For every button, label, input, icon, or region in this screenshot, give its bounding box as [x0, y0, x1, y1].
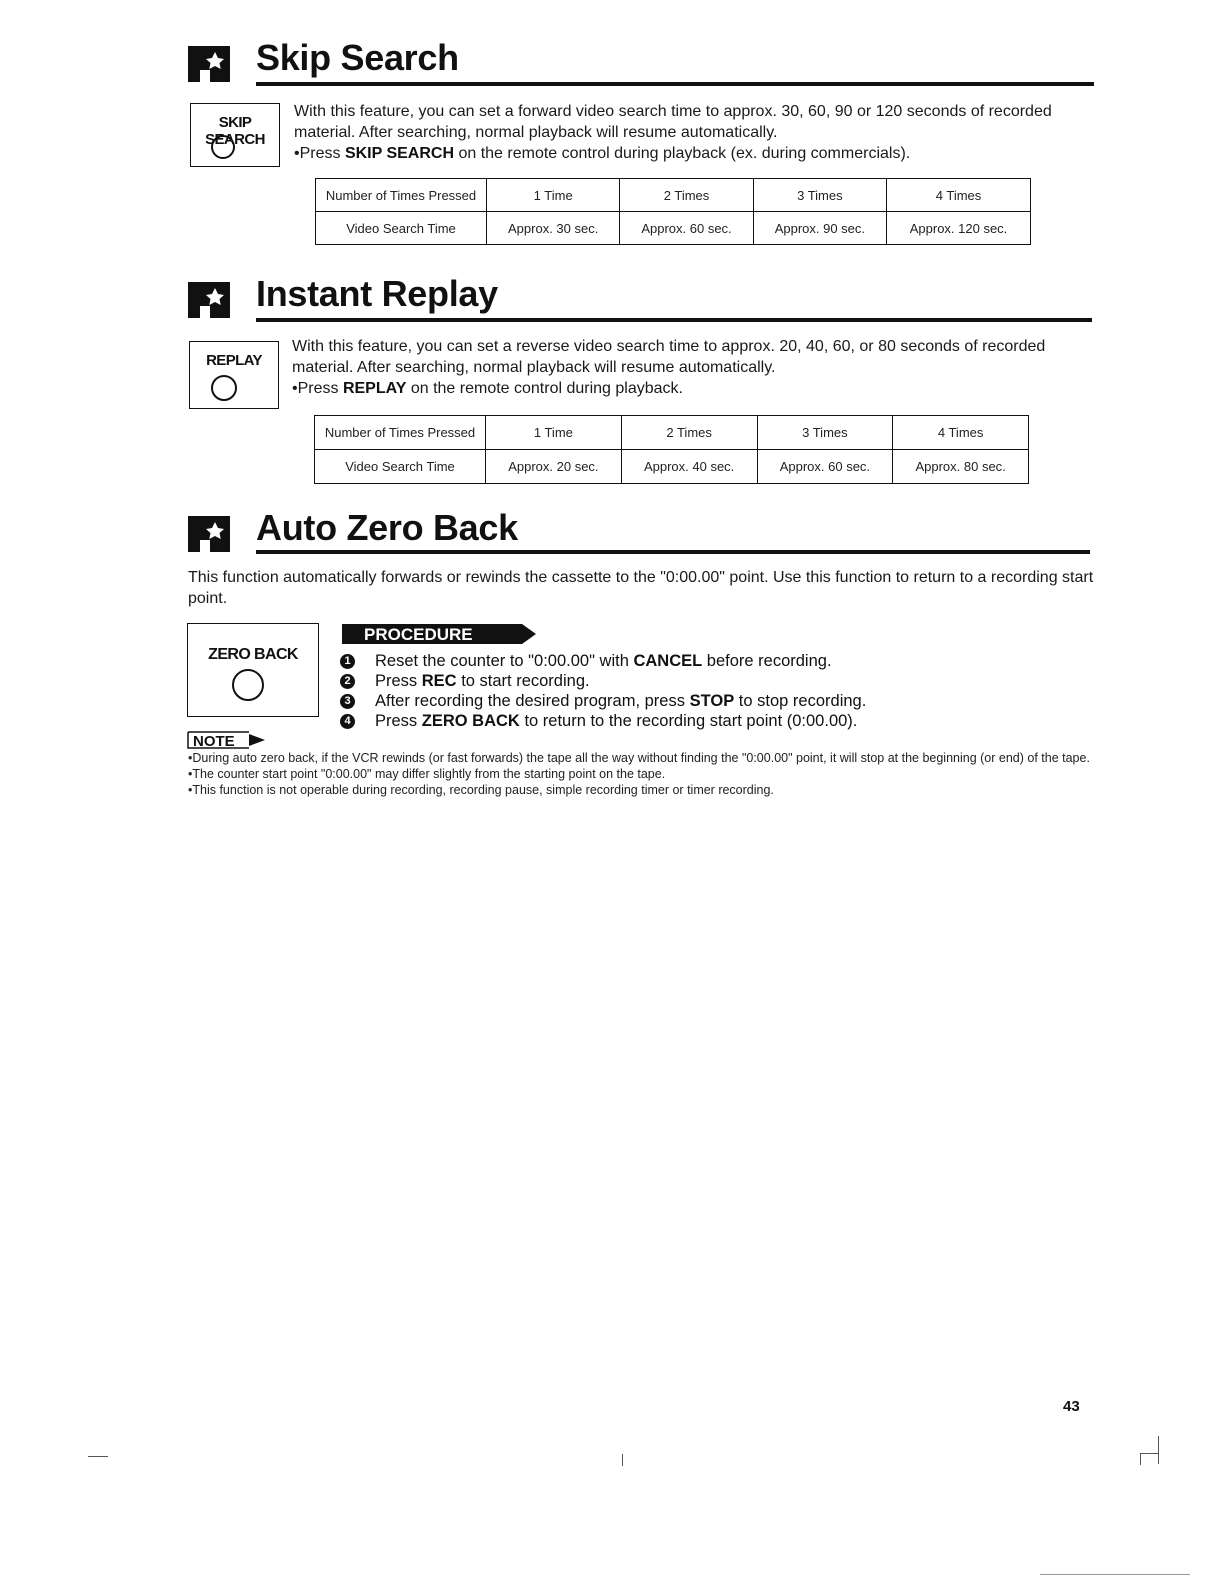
table-cell: 4 Times — [887, 179, 1031, 212]
intro-text: This function automatically forwards or rewinds the cassette to the "0:00.00" point. Use this function to return to a recording start point. — [188, 569, 1094, 607]
table-cell: 4 Times — [893, 416, 1029, 450]
button-circle-icon — [211, 135, 235, 159]
table-row — [316, 179, 1031, 212]
table-cell: Approx. 30 sec. — [487, 212, 620, 245]
note-banner — [187, 729, 277, 751]
step-number-icon: 3 — [340, 694, 355, 709]
step-number-icon: 4 — [340, 714, 355, 729]
remote-section-icon — [188, 280, 232, 320]
table-cell: Approx. 60 sec. — [757, 450, 893, 484]
table-row — [315, 416, 1029, 450]
table-cell: 1 Time — [486, 416, 622, 450]
procedure-banner — [342, 622, 538, 646]
procedure-label: PROCEDURE — [364, 625, 473, 644]
procedure-steps — [340, 651, 1100, 731]
table-cell: Approx. 40 sec. — [621, 450, 757, 484]
remote-section-icon — [188, 514, 232, 554]
crop-mark — [88, 1456, 108, 1457]
table-cell: 3 Times — [757, 416, 893, 450]
replay-button-illustration — [189, 341, 279, 409]
section-divider — [256, 318, 1092, 322]
scan-edge-line — [1040, 1574, 1190, 1575]
section-title: Auto Zero Back — [256, 507, 518, 548]
table-cell-header: Number of Times Pressed — [315, 416, 486, 450]
button-label: ZERO BACK — [208, 646, 298, 663]
crop-mark — [1140, 1453, 1141, 1465]
skip-search-button-illustration — [190, 103, 280, 167]
note-label: NOTE — [193, 733, 235, 750]
table-cell: Approx. 60 sec. — [620, 212, 753, 245]
button-circle-icon — [211, 375, 237, 401]
list-item: •The counter start point "0:00.00" may differ slightly from the starting point on the tape. — [188, 767, 666, 781]
list-item: 2 Press REC to start recording. — [340, 671, 1100, 691]
crop-mark — [1158, 1436, 1159, 1464]
table-cell-header: Video Search Time — [315, 450, 486, 484]
list-item: 1 Reset the counter to "0:00.00" with CANCEL before recording. — [340, 651, 1100, 671]
list-item: •During auto zero back, if the VCR rewinds (or fast forwards) the tape all the way without finding the "0:00.00" point, it will stop at the beginning (or end) of the tape. — [188, 751, 1090, 765]
table-cell: 2 Times — [620, 179, 753, 212]
search-time-table — [315, 178, 1031, 245]
button-label: REPLAY — [206, 352, 262, 369]
table-cell: 2 Times — [621, 416, 757, 450]
table-row — [316, 212, 1031, 245]
list-item: 3 After recording the desired program, press STOP to stop recording. — [340, 691, 1100, 711]
notes-list — [188, 750, 1094, 798]
intro-text: With this feature, you can set a reverse video search time to approx. 20, 40, 60, or 80 seconds of recorded material. After searching, normal playback will resume automatically. — [292, 338, 1046, 376]
intro-text: With this feature, you can set a forward video search time to approx. 30, 60, 90 or 120 seconds of recorded material. After searching, normal playback will resume automatically. — [294, 103, 1052, 141]
table-cell: Approx. 80 sec. — [893, 450, 1029, 484]
table-cell: Approx. 20 sec. — [486, 450, 622, 484]
instruction-text: •Press REPLAY on the remote control during playback. — [292, 380, 683, 397]
table-cell-header: Number of Times Pressed — [316, 179, 487, 212]
section-divider — [256, 82, 1094, 86]
page-number: 43 — [1063, 1398, 1080, 1415]
step-number-icon: 2 — [340, 674, 355, 689]
step-number-icon: 1 — [340, 654, 355, 669]
table-cell: Approx. 120 sec. — [887, 212, 1031, 245]
section-title: Skip Search — [256, 37, 459, 78]
table-cell: Approx. 90 sec. — [753, 212, 886, 245]
table-cell-header: Video Search Time — [316, 212, 487, 245]
search-time-table — [314, 415, 1029, 484]
instruction-text: •Press SKIP SEARCH on the remote control during playback (ex. during commercials). — [294, 145, 911, 162]
crop-mark — [1140, 1453, 1158, 1454]
table-cell: 1 Time — [487, 179, 620, 212]
table-cell: 3 Times — [753, 179, 886, 212]
feature-description — [294, 101, 1098, 164]
section-divider — [256, 550, 1090, 554]
section-title: Instant Replay — [256, 273, 498, 314]
zero-back-button-illustration — [187, 623, 319, 717]
crop-mark — [622, 1454, 623, 1466]
feature-description — [292, 336, 1098, 399]
list-item: •This function is not operable during recording, recording pause, simple recording timer or timer recording. — [188, 783, 774, 797]
list-item: 4 Press ZERO BACK to return to the recording start point (0:00.00). — [340, 711, 1100, 731]
button-label: SKIP SEARCH — [205, 114, 265, 148]
button-circle-icon — [232, 669, 264, 701]
remote-section-icon — [188, 44, 232, 84]
table-row — [315, 450, 1029, 484]
